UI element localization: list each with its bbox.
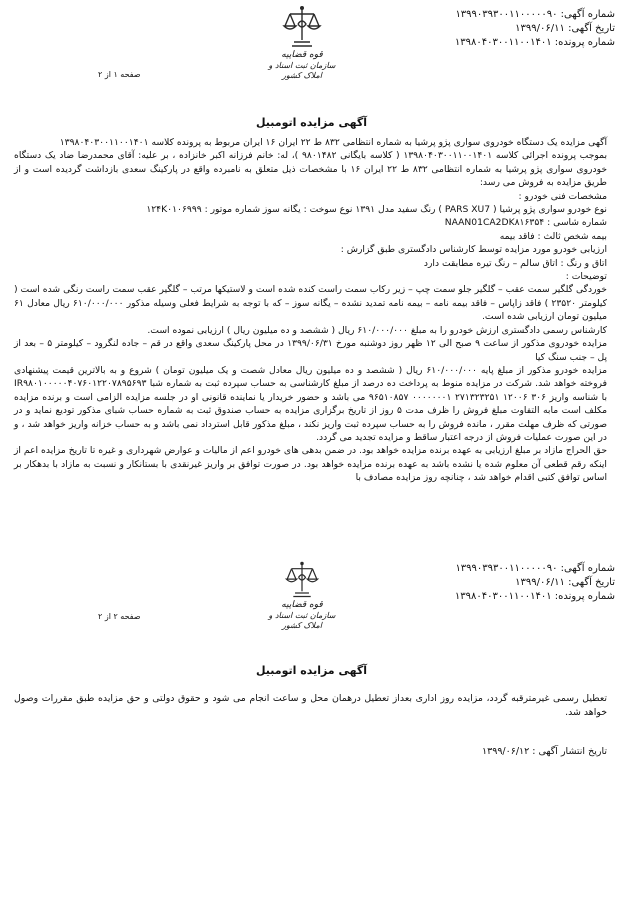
org-subtitle: سازمان ثبت اسناد و املاک کشور [268, 611, 336, 630]
notice-body [14, 692, 607, 720]
judiciary-emblem [262, 560, 342, 631]
notice-meta [455, 8, 615, 50]
body-paragraph: تعطیل رسمی غیرمترقبه گردد، مزایده روز اداری بعداز تعطیل درهمان محل و ساعت انجام می شود و حقوق دولتی و حق مزایده طبق مقررات وصول خواهد شد. [14, 693, 607, 718]
notice-title: آگهی مزایده اتومبیل [255, 116, 368, 129]
scales-of-justice-icon [280, 560, 324, 600]
judiciary-emblem [262, 4, 342, 81]
notice-number: شماره آگهی: ۱۳۹۹۰۳۹۳۰۰۱۱۰۰۰۰۰۹۰ [455, 9, 615, 20]
body-paragraph: مشخصات فنی خودرو : [518, 190, 607, 202]
body-paragraph: شماره شاسی : NAAN01CA2DK۸۱۶۳۵۴ [444, 217, 607, 229]
notice-date: تاریخ آگهی: ۱۳۹۹/۰۶/۱۱ [515, 23, 615, 34]
case-number: شماره پرونده: ۱۳۹۸۰۴۰۳۰۰۱۱۰۰۱۴۰۱ [454, 37, 615, 48]
publish-date: تاریخ انتشار آگهی : ۱۳۹۹/۰۶/۱۲ [482, 746, 607, 757]
body-paragraph: توضیحات : [565, 271, 607, 283]
notice-body [14, 136, 607, 485]
body-paragraph: اتاق و رنگ : اتاق سالم – رنگ تیره مطابقت دارد [423, 257, 607, 269]
notice-meta [455, 562, 615, 604]
org-name: قوه قضاییه [281, 600, 323, 610]
body-paragraph: کارشناس رسمی دادگستری ارزش خودرو را به مبلغ ۶۱۰/۰۰۰/۰۰۰ ریال ( ششصد و ده میلیون ریال ) ارزیابی نموده است. [147, 324, 607, 336]
notice-title: آگهی مزایده اتومبیل [255, 664, 368, 677]
case-number: شماره پرونده: ۱۳۹۸۰۴۰۳۰۰۱۱۰۰۱۴۰۱ [454, 591, 615, 602]
body-paragraph: نوع خودرو سواری پژو پرشیا ( PARS XU7 ) رنگ سفید مدل ۱۳۹۱ نوع سوخت : یگانه سوز شماره موتور : ۱۲۴K۰۱۰۶۹۹۹ [146, 204, 607, 216]
org-name: قوه قضاییه [281, 50, 323, 60]
notice-date: تاریخ آگهی: ۱۳۹۹/۰۶/۱۱ [515, 577, 615, 588]
body-paragraph: حق الحراج مازاد بر مبلغ ارزیابی به عهده برنده مزایده خواهد بود. در ضمن بدهی های خودرو اعم از مالیات و عوارض شهرداری و غیره تا تاریخ مزایده اعم از اینکه رقم قطعی آن معلوم شده یا نشده باشد به عهده برنده مزایده خواهد بود. در صورت توافق بر واریز غیرنقدی با بستانکار و نسبت به مازاد با بدهکار بر اساس توافق کتبی اقدام خواهد شد ، چنانچه روز مزایده مصادف با [14, 445, 607, 484]
scales-of-justice-icon [280, 4, 324, 50]
body-paragraph: بموجب پرونده اجرائی کلاسه ۱۳۹۸۰۴۰۳۰۰۱۱۰۰۱۴۰۱ ( کلاسه بایگانی ۹۸۰۱۴۸۲ )، له: خانم فرزانه اکبر خانزاده ، بر علیه: آقای محمدرضا ضاد یک دستگاه خودروی سواری پژو پرشیا به شماره انتظامی ۸۳۲ ط ۲۲ ایران ۱۶ با مشخصات ذیل متعلق به نامبرده واقع در پارکینگ سعدی بازداشت گردیده است و از طریق مزایده به فروش می رسد: [14, 150, 607, 189]
notice-number: شماره آگهی: ۱۳۹۹۰۳۹۳۰۰۱۱۰۰۰۰۰۹۰ [455, 563, 615, 574]
body-paragraph: خوردگی گلگیر سمت عقب – گلگیر جلو سمت چپ – زیر رکاب سمت راست کنده شده است و لاستیکها مرتب – گلگیر عقب سمت راست رنگی شده است ( کیلومتر ۲۳۵۲۰ ) فاقد زاپاس – فاقد بیمه نامه – بیمه نامه تمدید نشده – یگانه سوز – که با توجه به شرایط فعلی وسیله مذکور ۶۱۰/۰۰۰/۰۰۰ ریال معادل ۶۱ میلیون تومان ارزیابی شده است. [14, 284, 608, 323]
body-paragraph: مزایده خودروی مذکور از ساعت ۹ صبح الی ۱۲ ظهر روز دوشنبه مورخ ۱۳۹۹/۰۶/۳۱ در محل پارکینگ سعدی واقع در قم – جاده لنگرود – کیلومتر ۵ – بعد از پل – جنب سنگ کیا [14, 338, 608, 363]
body-paragraph: ارزیابی خودرو مورد مزایده توسط کارشناس دادگستری طبق گزارش : [340, 244, 607, 256]
notice-page-2 [0, 560, 623, 908]
body-paragraph: بیمه شخص ثالث : فاقد بیمه [499, 230, 607, 242]
body-paragraph: مزایده خودرو مذکور از مبلغ پایه ۶۱۰/۰۰۰/۰۰۰ ریال ( ششصد و ده میلیون ریال معادل شصت و یک میلیون تومان ) شروع و به بالاترین قیمت پیشنهادی فروخته خواهد شد. شرکت در مزایده منوط به پرداخت ده درصد از مبلغ کارشناسی به حساب سپرده ثبت به شماره شبا IR۹۸۰۱۰۰۰۰۰۴۰۷۶۰۱۲۲۰۷۸۹۵۶۹۳ با شناسه واریز ۳۰۶ ۱۲۰۰۶ ۲۷۱۳۲۳۲۵۱ ۰۰۰۰۰۰۰۱ ۹۶۵۱۰۸۵۷ می باشد و حضور خریدار یا نماینده قانونی او در جلسه مزایده الزامی است و برنده مزایده مکلف است مابه التفاوت مبلغ فروش را ظرف مدت ۵ روز از تاریخ برگزاری مزایده به حساب صندوق ثبت به شماره حساب شبای مذکور تودیع نماید و در صورتی که ظرف مهلت مقرر ، مانده فروش را به حساب سپرده ثبت واریز نکند ، مبلغ مذکور قابل استرداد نمی باشد و به حساب خزانه واریز خواهد شد ، و در این صورت عملیات فروش از درجه اعتبار ساقط و مزایده تجدید می گردد. [14, 364, 608, 443]
page-number: صفحه ۲ از ۲ [98, 612, 141, 621]
page-number: صفحه ۱ از ۲ [98, 70, 141, 79]
body-paragraph: آگهی مزایده یک دستگاه خودروی سواری پژو پرشیا به شماره انتظامی ۸۳۲ ط ۲۲ ایران ۱۶ ایران مربوط به پرونده کلاسه ۱۳۹۸۰۴۰۳۰۰۱۱۰۰۱۴۰۱ [59, 137, 607, 148]
org-subtitle: سازمان ثبت اسناد و املاک کشور [268, 61, 336, 80]
